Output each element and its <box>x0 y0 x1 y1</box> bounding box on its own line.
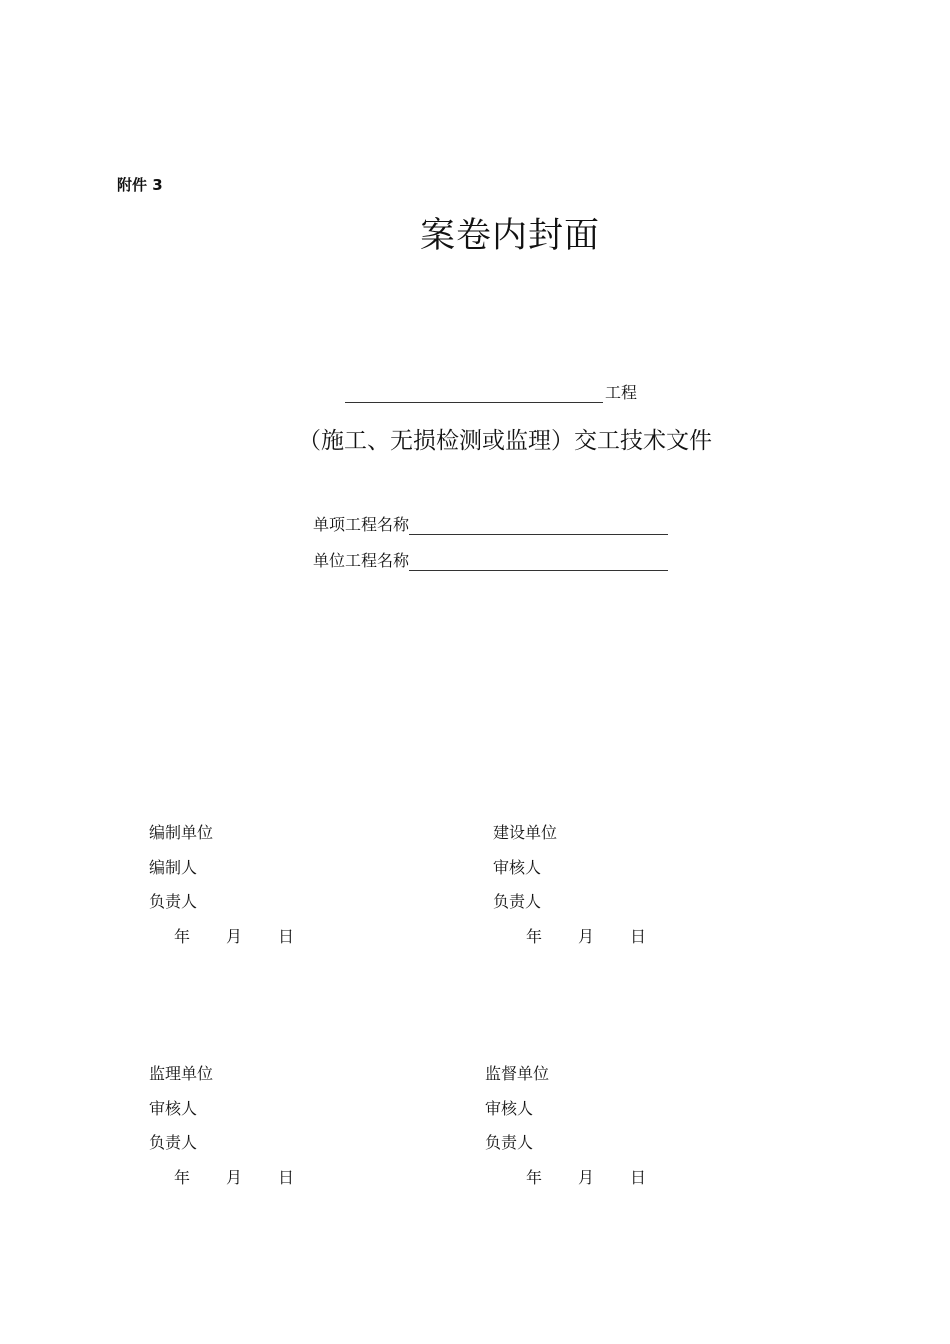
construction-signature-block <box>493 816 646 954</box>
construction-reviewer-label: 审核人 <box>493 857 542 877</box>
compiler-responsible-label: 负责人 <box>149 892 198 911</box>
day-label: 日 <box>630 1167 647 1187</box>
year-label: 年 <box>526 1167 543 1187</box>
supervision-reviewer-label: 审核人 <box>149 1098 198 1118</box>
page-title: 案卷内封面 <box>419 216 600 256</box>
compiler-person-label: 编制人 <box>149 857 198 877</box>
year-label: 年 <box>174 1167 191 1187</box>
oversight-responsible-label: 负责人 <box>485 1133 534 1152</box>
construction-unit-label: 建设单位 <box>493 823 558 842</box>
project-suffix: 工程 <box>605 383 638 402</box>
oversight-unit-label: 监督单位 <box>485 1064 550 1083</box>
single-project-name-blank[interactable] <box>409 516 668 535</box>
project-name-line <box>345 380 637 403</box>
oversight-reviewer-label: 审核人 <box>485 1098 534 1118</box>
oversight-signature-block <box>485 1057 646 1195</box>
month-label: 月 <box>226 926 243 946</box>
month-label: 月 <box>578 1167 595 1187</box>
compiler-signature-block <box>149 816 294 954</box>
unit-project-name-blank[interactable] <box>409 552 668 571</box>
single-project-name-label: 单项工程名称 <box>313 515 410 534</box>
month-label: 月 <box>226 1167 243 1187</box>
year-label: 年 <box>526 926 543 946</box>
compiler-date <box>149 920 294 955</box>
day-label: 日 <box>278 926 295 946</box>
year-label: 年 <box>174 926 191 946</box>
unit-project-name-row <box>313 548 668 571</box>
attachment-label: 附件 3 <box>117 176 163 194</box>
single-project-name-row <box>313 512 668 535</box>
oversight-date <box>485 1161 646 1196</box>
day-label: 日 <box>630 926 647 946</box>
day-label: 日 <box>278 1167 295 1187</box>
construction-responsible-label: 负责人 <box>493 892 542 911</box>
supervision-responsible-label: 负责人 <box>149 1133 198 1152</box>
unit-project-name-label: 单位工程名称 <box>313 551 410 570</box>
supervision-unit-label: 监理单位 <box>149 1064 214 1083</box>
month-label: 月 <box>578 926 595 946</box>
project-name-blank[interactable] <box>345 384 603 403</box>
supervision-signature-block <box>149 1057 294 1195</box>
supervision-date <box>149 1161 294 1196</box>
document-subtitle: （施工、无损检测或监理）交工技术文件 <box>298 428 712 454</box>
construction-date <box>493 920 646 955</box>
compiler-unit-label: 编制单位 <box>149 823 214 842</box>
